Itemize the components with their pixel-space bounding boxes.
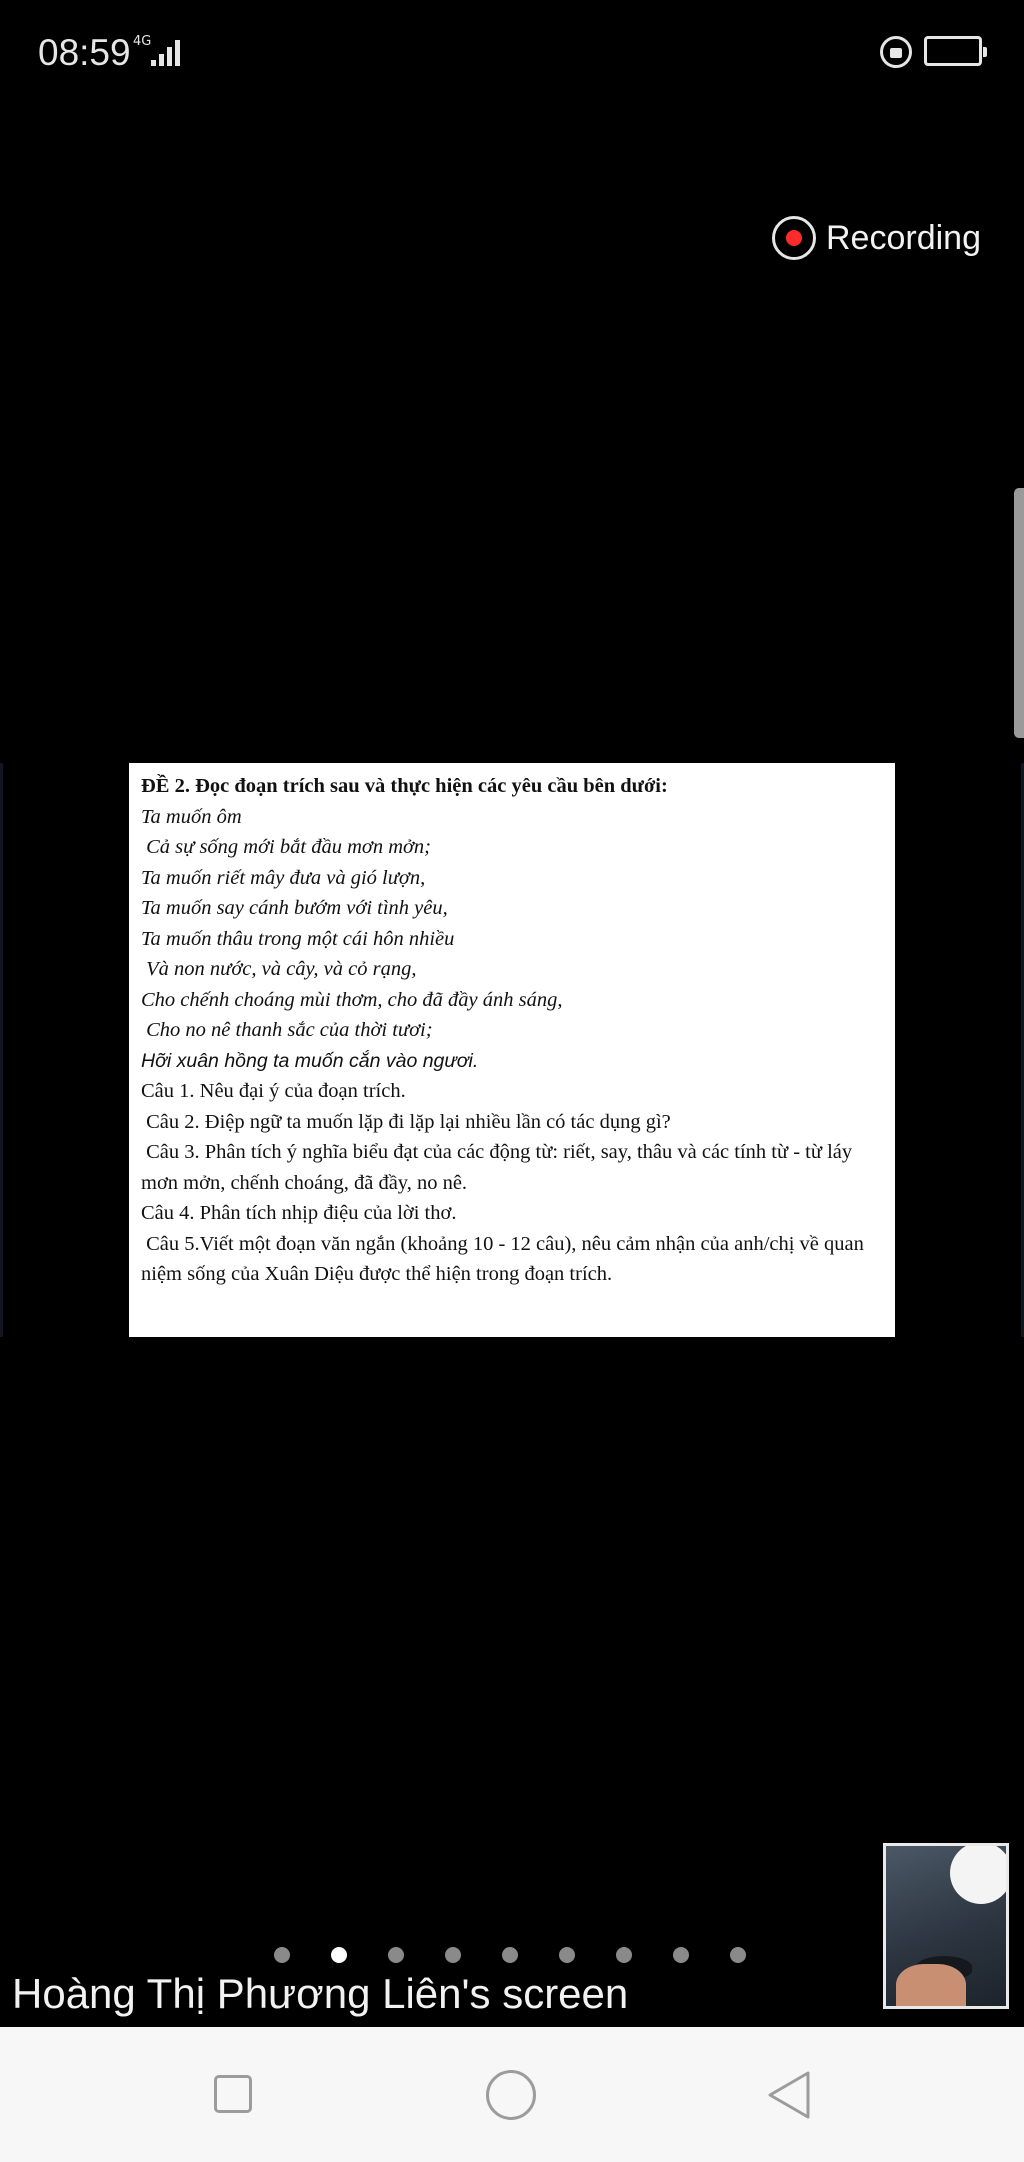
document-title: ĐỀ 2. Đọc đoạn trích sau và thực hiện các yêu cầu bên dưới: (141, 775, 668, 797)
navigation-bar (0, 2027, 1024, 2162)
page-dot[interactable] (445, 1947, 461, 1963)
question-5: Câu 5.Viết một đoạn văn ngắn (khoảng 10 - 12 câu), nêu cảm nhận của anh/chị về quan niệm sống của Xuân Diệu được thể hiện trong đoạn trích. (141, 1232, 870, 1285)
rotation-lock-icon (880, 36, 912, 68)
network-type: 4G (133, 34, 152, 49)
battery-percent: 51 (941, 40, 965, 62)
poem-line: Ta muốn riết mây đưa và gió lượn, (141, 866, 426, 889)
question-3: Câu 3. Phân tích ý nghĩa biểu đạt của các động từ: riết, say, thâu và các tính từ - từ láy mơn mởn, chếnh choáng, đã đầy, no nê. (141, 1141, 858, 1194)
poem-line: Ta muốn say cánh bướm với tình yêu, (141, 897, 448, 919)
home-icon[interactable] (486, 2070, 536, 2120)
page-dot[interactable] (274, 1947, 290, 1963)
page-dot[interactable] (673, 1947, 689, 1963)
recording-label: Recording (826, 218, 981, 257)
poem-line: Ta muốn thâu trong một cái hôn nhiều (141, 927, 455, 950)
poem-line: Cả sự sống mới bắt đầu mơn mởn; (141, 836, 432, 858)
question-2: Câu 2. Điệp ngữ ta muốn lặp đi lặp lại nhiều lần có tác dụng gì? (141, 1110, 671, 1133)
poem-line: Cho chếnh choáng mùi thơm, cho đã đầy ánh sáng, (141, 988, 563, 1011)
poem-line: Cho no nê thanh sắc của thời tươi; (141, 1019, 433, 1041)
self-video-thumbnail[interactable] (883, 1843, 1009, 2009)
edge-panel-handle[interactable] (1014, 488, 1024, 738)
page-dot[interactable] (616, 1947, 632, 1963)
record-dot-icon (772, 216, 816, 260)
shared-document (129, 763, 895, 1337)
page-dot[interactable] (388, 1947, 404, 1963)
page-dot[interactable] (331, 1947, 347, 1963)
back-icon[interactable] (764, 2069, 814, 2121)
page-dot[interactable] (730, 1947, 746, 1963)
page-dot[interactable] (559, 1947, 575, 1963)
signal-icon (133, 34, 185, 68)
screen-owner-label: Hoàng Thị Phương Liên's screen (12, 1970, 629, 2017)
shared-screen-edge-left (0, 763, 3, 1337)
question-4: Câu 4. Phân tích nhịp điệu của lời thơ. (141, 1202, 457, 1224)
poem-line: Và non nước, và cây, và cỏ rạng, (141, 958, 417, 980)
poem-last-line: Hỡi xuân hồng ta muốn cắn vào ngươi. (141, 1049, 479, 1072)
status-bar (0, 0, 1024, 105)
battery-icon (924, 36, 982, 66)
page-dot[interactable] (502, 1947, 518, 1963)
recent-apps-icon[interactable] (214, 2075, 252, 2113)
poem-line: Ta muốn ôm (141, 805, 242, 828)
question-1: Câu 1. Nêu đại ý của đoạn trích. (141, 1080, 406, 1102)
recording-indicator (772, 212, 981, 264)
page-indicator[interactable] (274, 1947, 787, 1963)
status-time: 08:59 (38, 32, 131, 73)
